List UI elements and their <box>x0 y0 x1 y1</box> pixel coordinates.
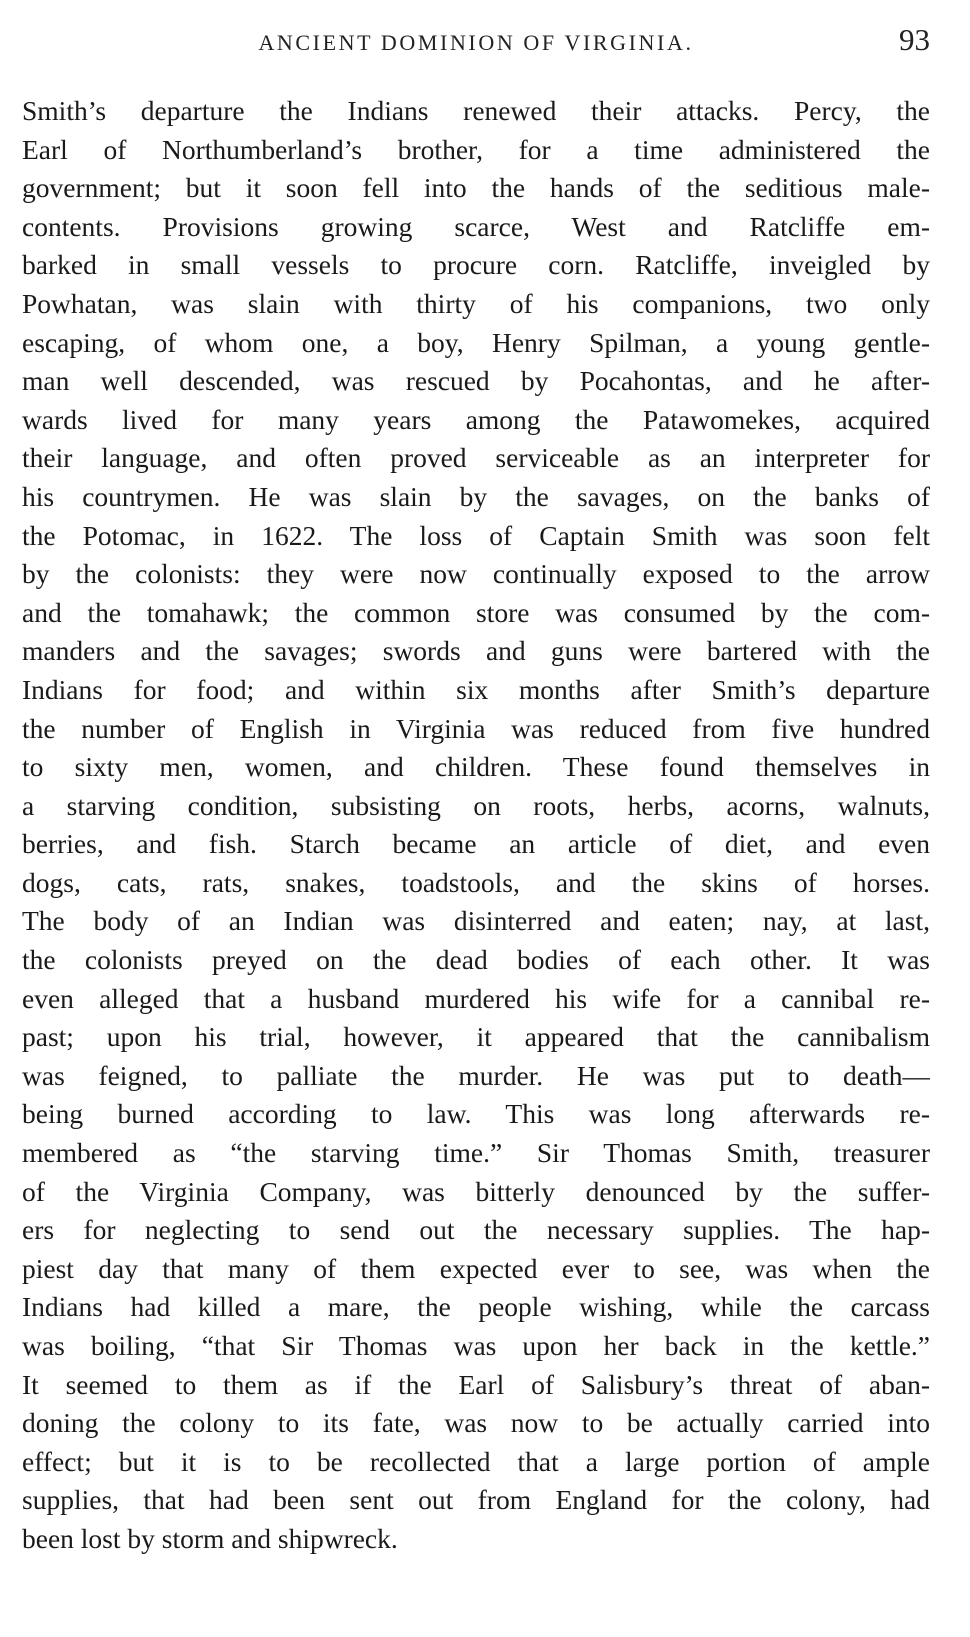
text-line: been lost by storm and shipwreck. <box>22 1522 398 1554</box>
text-line: membered as “the starving time.” Sir Thomas Smith, treasurer <box>22 1137 930 1169</box>
text-line: It seemed to them as if the Earl of Salisbury’s threat of aban- <box>22 1368 930 1400</box>
text-line: past; upon his trial, however, it appeared that the cannibalism <box>22 1021 930 1053</box>
text-line: Earl of Northumberland’s brother, for a time administered the <box>22 133 930 165</box>
text-line: wards lived for many years among the Patawomekes, acquired <box>22 403 930 435</box>
text-line: escaping, of whom one, a boy, Henry Spilman, a young gentle- <box>22 326 930 358</box>
body-paragraph <box>22 92 930 1559</box>
page-number: 93 <box>899 22 930 57</box>
text-line: Indians for food; and within six months after Smith’s departure <box>22 673 930 705</box>
text-line: supplies, that had been sent out from England for the colony, had <box>22 1484 930 1516</box>
text-line: government; but it soon fell into the hands of the seditious male- <box>22 172 930 204</box>
text-line: contents. Provisions growing scarce, West and Ratcliffe em- <box>22 210 930 242</box>
running-title: ANCIENT DOMINION OF VIRGINIA. <box>258 30 694 55</box>
text-line: Indians had killed a mare, the people wishing, while the carcass <box>22 1291 930 1323</box>
text-line: to sixty men, women, and children. These found themselves in <box>22 751 930 783</box>
text-line: the Potomac, in 1622. The loss of Captain Smith was soon felt <box>22 519 930 551</box>
text-line: Powhatan, was slain with thirty of his companions, two only <box>22 287 930 319</box>
text-line: was feigned, to palliate the murder. He was put to death— <box>22 1059 930 1091</box>
text-line: of the Virginia Company, was bitterly denounced by the suffer- <box>22 1175 930 1207</box>
text-line: piest day that many of them expected ever to see, was when the <box>22 1252 930 1284</box>
text-line: even alleged that a husband murdered his wife for a cannibal re- <box>22 982 930 1014</box>
text-line: their language, and often proved serviceable as an interpreter for <box>22 442 930 474</box>
text-line: man well descended, was rescued by Pocahontas, and he after- <box>22 365 930 397</box>
text-line: a starving condition, subsisting on roots, herbs, acorns, walnuts, <box>22 789 930 821</box>
text-line: Smith’s departure the Indians renewed their attacks. Percy, the <box>22 95 930 126</box>
text-line: by the colonists: they were now continually exposed to the arrow <box>22 558 930 590</box>
text-line: The body of an Indian was disinterred and eaten; nay, at last, <box>22 905 930 937</box>
text-line: was boiling, “that Sir Thomas was upon her back in the kettle.” <box>22 1330 930 1361</box>
text-line: being burned according to law. This was long afterwards re- <box>22 1098 930 1130</box>
text-line: berries, and fish. Starch became an article of diet, and even <box>22 828 930 860</box>
text-line: his countrymen. He was slain by the savages, on the banks of <box>22 480 930 512</box>
text-line: doning the colony to its fate, was now to be actually carried into <box>22 1407 930 1439</box>
text-line: the colonists preyed on the dead bodies of each other. It was <box>22 944 930 976</box>
running-header <box>22 22 930 62</box>
text-line: manders and the savages; swords and guns were bartered with the <box>22 635 930 667</box>
text-line: barked in small vessels to procure corn. Ratcliffe, inveigled by <box>22 249 930 281</box>
text-line: ers for neglecting to send out the necessary supplies. The hap- <box>22 1214 930 1246</box>
text-line: dogs, cats, rats, snakes, toadstools, and the skins of horses. <box>22 866 930 898</box>
text-line: effect; but it is to be recollected that a large portion of ample <box>22 1445 930 1477</box>
text-line: and the tomahawk; the common store was consumed by the com- <box>22 596 930 628</box>
text-line: the number of English in Virginia was reduced from five hundred <box>22 712 930 744</box>
